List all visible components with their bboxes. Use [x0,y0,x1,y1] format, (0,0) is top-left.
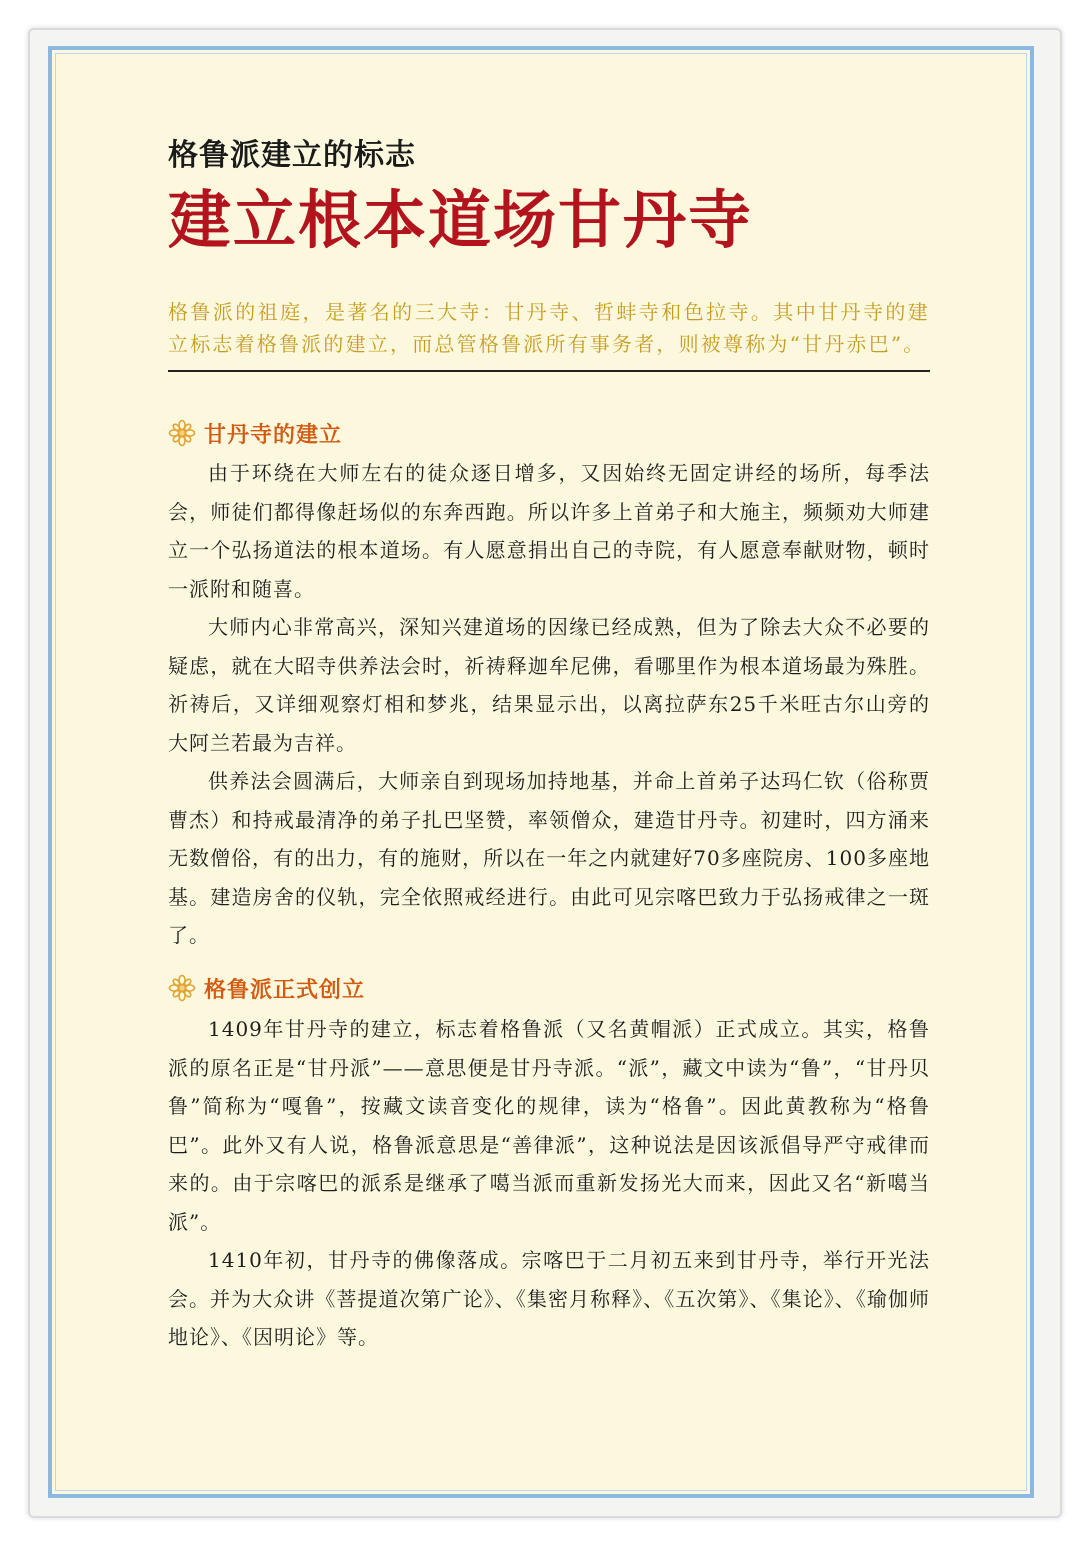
paragraph: 1409年甘丹寺的建立，标志着格鲁派（又名黄帽派）正式成立。其实，格鲁派的原名正是“甘丹派”——意思便是甘丹寺派。“派”，藏文中读为“鲁”，“甘丹贝鲁”简称为“嘎鲁”，按藏文读音变化的规律，读为“格鲁”。因此黄教称为“格鲁巴”。此外又有人说，格鲁派意思是“善律派”，这种说法是因该派倡导严守戒律而来的。由于宗喀巴的派系是继承了噶当派而重新发扬光大而来，因此又名“新噶当派”。 [168,1017,930,1234]
section-body [168,454,930,955]
paragraph: 供养法会圆满后，大师亲自到现场加持地基，并命上首弟子达玛仁钦（俗称贾曹杰）和持戒最清净的弟子扎巴坚赞，率领僧众，建造甘丹寺。初建时，四方涌来无数僧俗，有的出力，有的施财，所以在一年之内就建好70多座院房、100多座地基。建造房舍的仪轨，完全依照戒经进行。由此可见宗喀巴致力于弘扬戒律之一斑了。 [168,769,930,947]
flower-icon [168,974,196,1002]
paragraph: 大师内心非常高兴，深知兴建道场的因缘已经成熟，但为了除去大众不必要的疑虑，就在大昭寺供养法会时，祈祷释迦牟尼佛，看哪里作为根本道场最为殊胜。祈祷后，又详细观察灯相和梦兆，结果显示出，以离拉萨东25千米旺古尔山旁的大阿兰若最为吉祥。 [168,615,930,755]
article-kicker: 格鲁派建立的标志 [168,138,416,173]
section-body [168,1010,930,1357]
paragraph: 1410年初，甘丹寺的佛像落成。宗喀巴于二月初五来到甘丹寺，举行开光法会。并为大众讲《菩提道次第广论》、《集密月称释》、《五次第》、《集论》、《瑜伽师地论》、《因明论》等。 [168,1248,930,1349]
paragraph: 由于环绕在大师左右的徒众逐日增多，又因始终无固定讲经的场所，每季法会，师徒们都得像赶场似的东奔西跑。所以许多上首弟子和大施主，频频劝大师建立一个弘扬道法的根本道场。有人愿意捐出自己的寺院，有人愿意奉献财物，顿时一派附和随喜。 [168,461,930,601]
section-heading [168,418,342,448]
section-heading [168,973,365,1003]
section-title: 甘丹寺的建立 [204,422,343,448]
divider-rule [168,370,930,372]
flower-icon [168,419,196,447]
section-title: 格鲁派正式创立 [204,977,366,1003]
article-title: 建立根本道场甘丹寺 [168,183,753,257]
article-intro: 格鲁派的祖庭，是著名的三大寺：甘丹寺、哲蚌寺和色拉寺。其中甘丹寺的建立标志着格鲁派的建立，而总管格鲁派所有事务者，则被尊称为“甘丹赤巴”。 [168,300,930,356]
